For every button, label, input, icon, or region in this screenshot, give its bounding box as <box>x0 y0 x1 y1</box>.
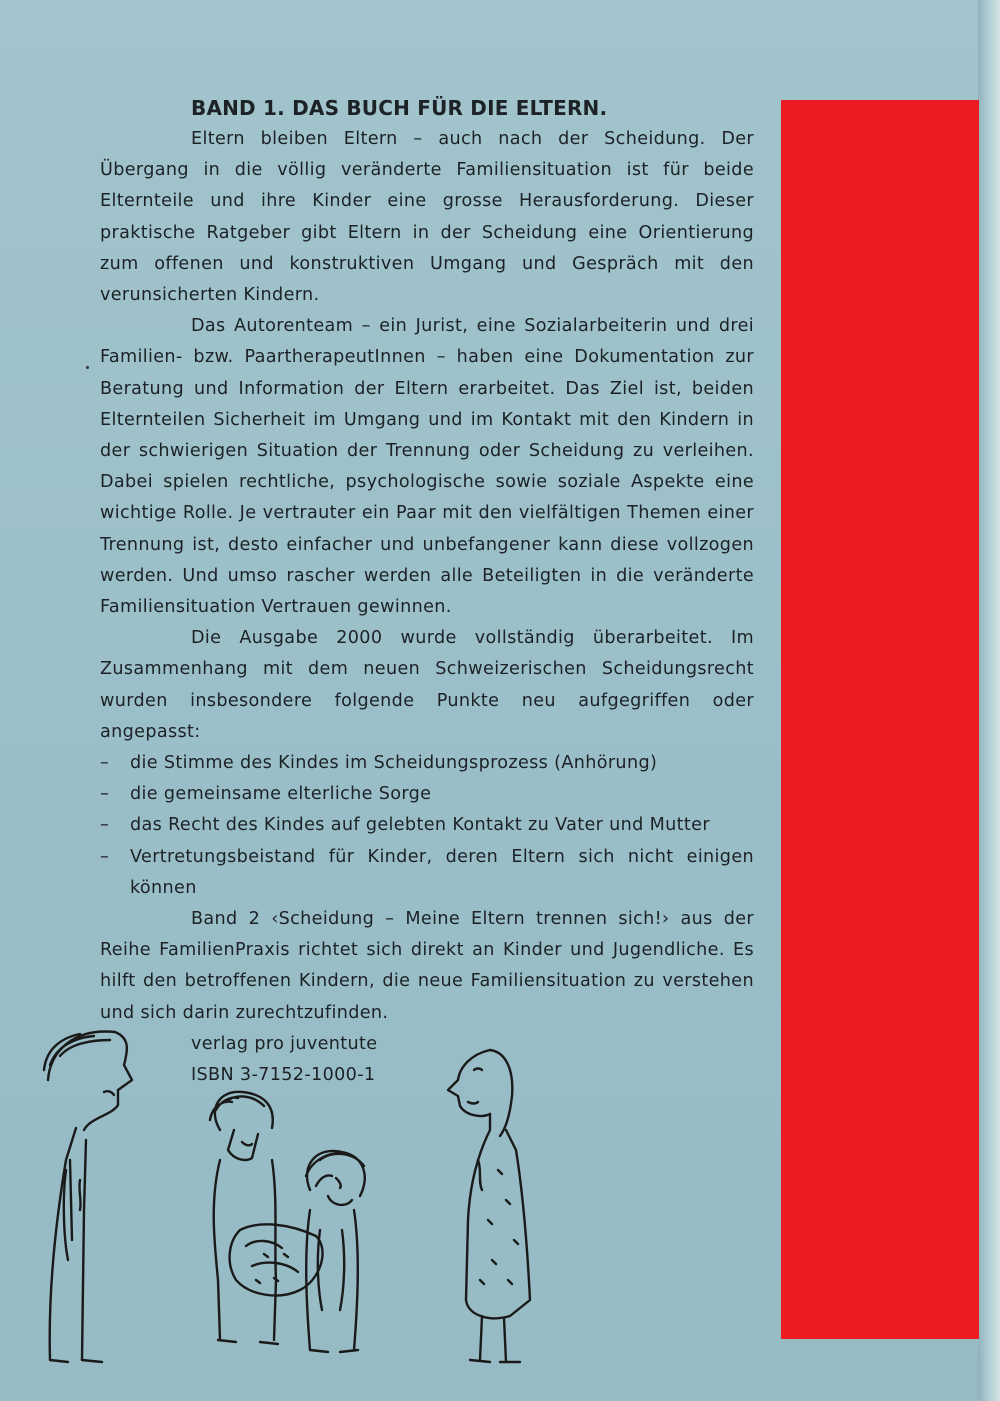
isbn: ISBN 3-7152-1000-1 <box>191 1065 376 1086</box>
edition-paragraph: Die Ausgabe 2000 wurde vollständig überarbeitet. Im Zusammenhang mit dem neuen Schweizerischen Scheidungsrecht wurden insbesondere folgende Punkte neu aufgegriffen oder angepasst: <box>100 628 754 742</box>
list-dash: – <box>100 846 110 867</box>
print-speck <box>86 366 89 369</box>
list-dash: – <box>100 784 110 805</box>
list-item-text: die gemeinsame elterliche Sorge <box>130 784 432 805</box>
child-figure-icon <box>306 1151 365 1352</box>
band2-paragraph: Band 2 ‹Scheidung – Meine Eltern trennen sich!› aus der Reihe FamilienPraxis richtet sich direkt an Kinder und Jugendliche. Es hilft den betroffenen Kindern, die neue Familiensituation zu verstehen und sich darin zurechtzufinden. <box>100 909 754 1023</box>
team-paragraph: Das Autorenteam – ein Jurist, eine Sozialarbeiterin und drei Familien- bzw. PaartherapeutInnen – haben eine Dokumentation zur Beratung und Information der Eltern erarbeitet. Das Ziel ist, beiden Elternteilen Sicherheit im Umgang und im Kontakt mit den Kindern in der schwierigen Situation der Trennung oder Scheidung zu verleihen. Dabei spielen rechtliche, psychologische sowie soziale Aspekte eine wichtige Rolle. Je vertrauter ein Paar mit den vielfältigen Themen einer Trennung ist, desto einfacher und unbefangener kann diese vollzogen werden. Und umso rascher werden alle Beteiligten in die veränderte Familiensituation Vertrauen gewinnen. <box>100 316 754 618</box>
list-item <box>100 842 754 904</box>
list-item-text: die Stimme des Kindes im Scheidungsprozess (Anhörung) <box>130 753 658 774</box>
publisher-name: verlag pro juventute <box>191 1033 378 1054</box>
intro-paragraph: Eltern bleiben Eltern – auch nach der Scheidung. Der Übergang in die völlig veränderte Familiensituation ist für beide Elternteile und ihre Kinder eine grosse Herausforderung. Dieser praktische Ratgeber gibt Eltern in der Scheidung eine Orientierung zum offenen und konstruktiven Umgang und Gespräch mit den verunsicherten Kindern. <box>100 129 754 306</box>
list-item-text: Vertretungsbeistand für Kinder, deren Eltern sich nicht einigen können <box>130 846 754 898</box>
list-dash: – <box>100 815 110 836</box>
list-item-text: das Recht des Kindes auf gelebten Kontakt zu Vater und Mutter <box>130 815 710 836</box>
father-figure-icon <box>44 1032 132 1362</box>
topics-list <box>100 748 754 904</box>
list-item <box>100 810 754 841</box>
family-sketch-icon <box>20 1010 580 1380</box>
red-accent-band <box>781 100 979 1339</box>
list-dash: – <box>100 753 110 774</box>
list-item <box>100 748 754 779</box>
cover-text <box>100 93 754 1091</box>
cover-edge <box>978 0 1000 1401</box>
child-figure-icon <box>210 1092 323 1344</box>
list-item <box>100 779 754 810</box>
mother-figure-icon <box>448 1050 530 1362</box>
cover-heading: BAND 1. DAS BUCH FÜR DIE ELTERN. <box>191 96 608 120</box>
